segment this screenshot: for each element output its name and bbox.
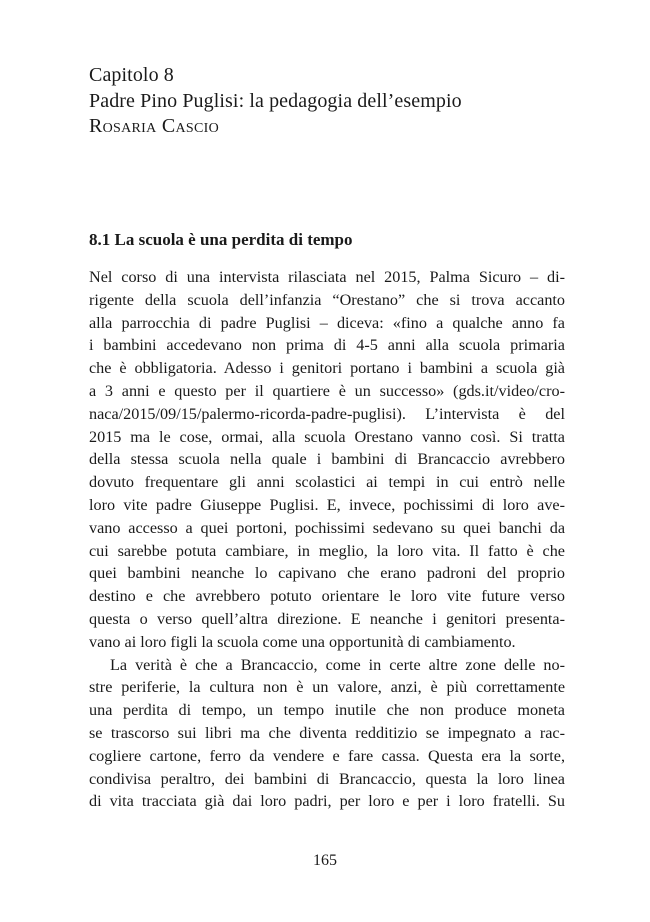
text-line: se trascorso sui libri ma che diventa redditizio se impegnato a rac- <box>89 723 565 742</box>
text-line: questa o verso quell’altra direzione. E neanche i genitori presenta- <box>89 609 565 628</box>
text-line: di vita tracciata già dai loro padri, per loro e per i loro fratelli. Su <box>89 792 565 811</box>
text-line: loro vite padre Giuseppe Puglisi. E, invece, pochissimi di loro ave- <box>89 495 565 514</box>
section-heading: 8.1 La scuola è una perdita di tempo <box>89 230 353 249</box>
text-line: quei bambini neanche lo capivano che erano padroni del proprio <box>89 564 565 583</box>
chapter-label: Capitolo 8 <box>89 64 174 86</box>
text-line: vano accesso a quei portoni, pochissimi sedevano su quei banchi da <box>89 518 565 537</box>
text-line: che è obbligatoria. Adesso i genitori portano i bambini a scuola già <box>89 359 565 378</box>
text-line: destino e che avrebbero potuto orientare le loro vite future verso <box>89 587 565 606</box>
text-line: a 3 anni e questo per il quartiere è un successo» (gds.it/video/cro- <box>89 381 565 400</box>
text-line: La verità è che a Brancaccio, come in certe altre zone delle no- <box>110 655 565 674</box>
chapter-author: Rosaria Cascio <box>89 115 220 137</box>
text-line: i bambini accedevano non prima di 4-5 anni alla scuola primaria <box>89 336 565 355</box>
text-line: 2015 ma le cose, ormai, alla scuola Orestano vanno così. Si tratta <box>89 427 565 446</box>
text-line: una perdita di tempo, un tempo inutile che non produce moneta <box>89 701 565 720</box>
text-line: rigente della scuola dell’infanzia “Orestano” che si trova accanto <box>89 290 565 309</box>
body-text <box>89 266 565 813</box>
text-line: vano ai loro figli la scuola come una opportunità di cambiamento. <box>89 632 516 651</box>
text-line: dovuto frequentare gli anni scolastici ai tempi in cui entrò nelle <box>89 473 565 492</box>
paragraph-2 <box>89 654 565 814</box>
text-line: cogliere cartone, ferro da vendere e fare cassa. Questa era la sorte, <box>89 746 565 765</box>
text-line: alla parrocchia di padre Puglisi – diceva: «fino a qualche anno fa <box>89 313 565 332</box>
paragraph-1 <box>89 266 565 654</box>
text-line: cui sarebbe potuta cambiare, in meglio, la loro vita. Il fatto è che <box>89 541 565 560</box>
text-line: naca/2015/09/15/palermo-ricorda-padre-puglisi). L’intervista è del <box>89 404 565 423</box>
chapter-title: Padre Pino Puglisi: la pedagogia dell’esempio <box>89 90 462 112</box>
text-line: condivisa peraltro, dei bambini di Brancaccio, questa la loro linea <box>89 769 565 788</box>
text-line: Nel corso di una intervista rilasciata nel 2015, Palma Sicuro – di- <box>89 268 565 286</box>
text-line: della stessa scuola nella quale i bambini di Brancaccio avrebbero <box>89 450 565 469</box>
page-number: 165 <box>313 852 337 869</box>
text-line: stre periferie, la cultura non è un valore, anzi, è più correttamente <box>89 678 565 697</box>
